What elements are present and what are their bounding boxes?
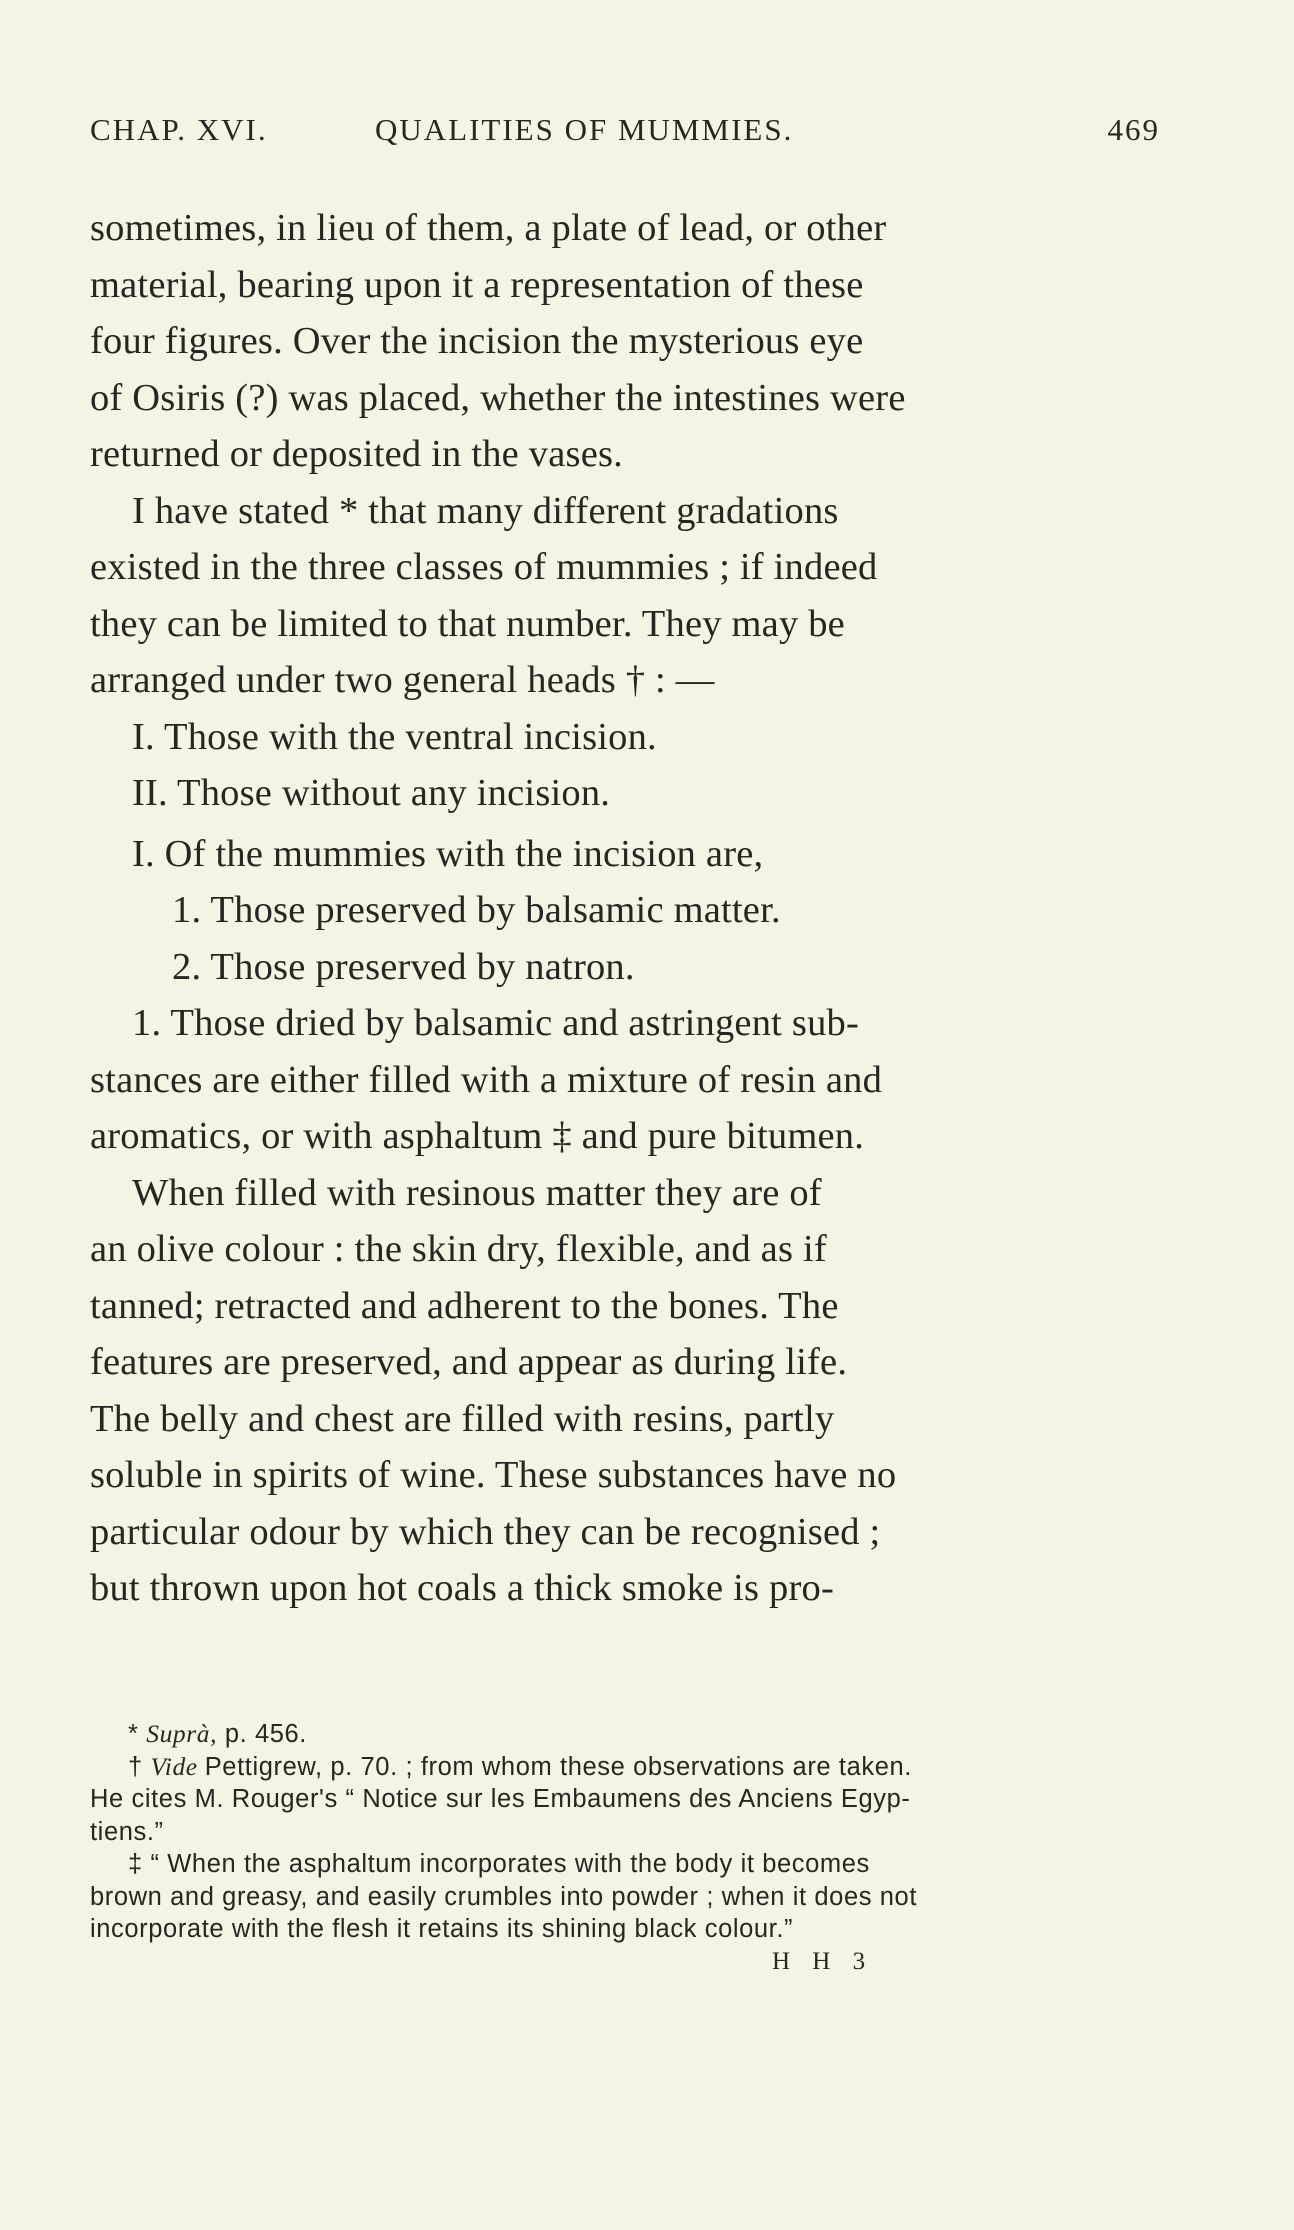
text-line: sometimes, in lieu of them, a plate of lead, or other bbox=[90, 207, 887, 249]
text-line: but thrown upon hot coals a thick smoke is pro- bbox=[90, 1567, 835, 1609]
text-line: stances are either filled with a mixture of resin and bbox=[90, 1058, 883, 1101]
footnote-2 bbox=[90, 1751, 1180, 1784]
text-line: arranged under two general heads † : — bbox=[90, 659, 715, 701]
page-number: 469 bbox=[1107, 112, 1160, 147]
chapter-label: CHAP. XVI. bbox=[90, 112, 268, 147]
text-line: existed in the three classes of mummies ; if indeed bbox=[90, 546, 878, 588]
text-line: they can be limited to that number. They may be bbox=[90, 602, 845, 645]
text-line: particular odour by which they can be recognised ; bbox=[90, 1510, 881, 1553]
footnote-mark: * bbox=[128, 1720, 139, 1748]
footnote-3: ‡ “ When the asphaltum incorporates with the body it becomes bbox=[128, 1850, 870, 1878]
footnote-italic: Vide bbox=[150, 1751, 205, 1781]
text-line: soluble in spirits of wine. These substances have no bbox=[90, 1454, 897, 1496]
running-header bbox=[90, 112, 1160, 162]
signature-mark: H H 3 bbox=[772, 1947, 874, 1975]
footnote-text: p. 456. bbox=[224, 1720, 307, 1748]
list-item: I. Those with the ventral incision. bbox=[132, 715, 657, 758]
list-item: 1. Those preserved by balsamic matter. bbox=[172, 889, 781, 931]
body-text bbox=[90, 200, 1180, 1617]
list-item: II. Those without any incision. bbox=[132, 772, 611, 814]
footnote-line: incorporate with the flesh it retains its shining black colour.” bbox=[90, 1915, 794, 1943]
footnote-line: tiens.” bbox=[90, 1817, 164, 1846]
text-line: an olive colour : the skin dry, flexible, and as if bbox=[90, 1228, 827, 1270]
footnote-mark: † bbox=[128, 1752, 143, 1781]
text-line: 1. Those dried by balsamic and astringent sub- bbox=[132, 1002, 859, 1044]
text-line: aromatics, or with asphaltum ‡ and pure bitumen. bbox=[90, 1115, 865, 1157]
text-line: features are preserved, and appear as during life. bbox=[90, 1341, 848, 1383]
text-line: four figures. Over the incision the mysterious eye bbox=[90, 320, 864, 362]
text-line: returned or deposited in the vases. bbox=[90, 433, 624, 475]
text-line: I have stated * that many different gradations bbox=[132, 489, 839, 532]
footnote-1 bbox=[90, 1718, 1180, 1751]
text-line: of Osiris (?) was placed, whether the intestines were bbox=[90, 376, 906, 419]
text-line: material, bearing upon it a representation of these bbox=[90, 263, 864, 306]
footnote-line: He cites M. Rouger's “ Notice sur les Embaumens des Anciens Egyp- bbox=[90, 1785, 911, 1813]
footnote-italic: Suprà, bbox=[146, 1719, 218, 1748]
list-item: 2. Those preserved by natron. bbox=[172, 945, 635, 988]
footnotes bbox=[90, 1718, 1180, 1978]
text-line: tanned; retracted and adherent to the bones. The bbox=[90, 1284, 839, 1327]
text-line: The belly and chest are filled with resins, partly bbox=[90, 1397, 835, 1440]
list-item: I. Of the mummies with the incision are, bbox=[132, 832, 764, 875]
footnote-line: brown and greasy, and easily crumbles into powder ; when it does not bbox=[90, 1882, 918, 1911]
running-title: QUALITIES OF MUMMIES. bbox=[375, 112, 794, 147]
text-line: When filled with resinous matter they are of bbox=[132, 1171, 822, 1214]
footnote-text: Pettigrew, p. 70. ; from whom these observations are taken. bbox=[204, 1752, 912, 1781]
